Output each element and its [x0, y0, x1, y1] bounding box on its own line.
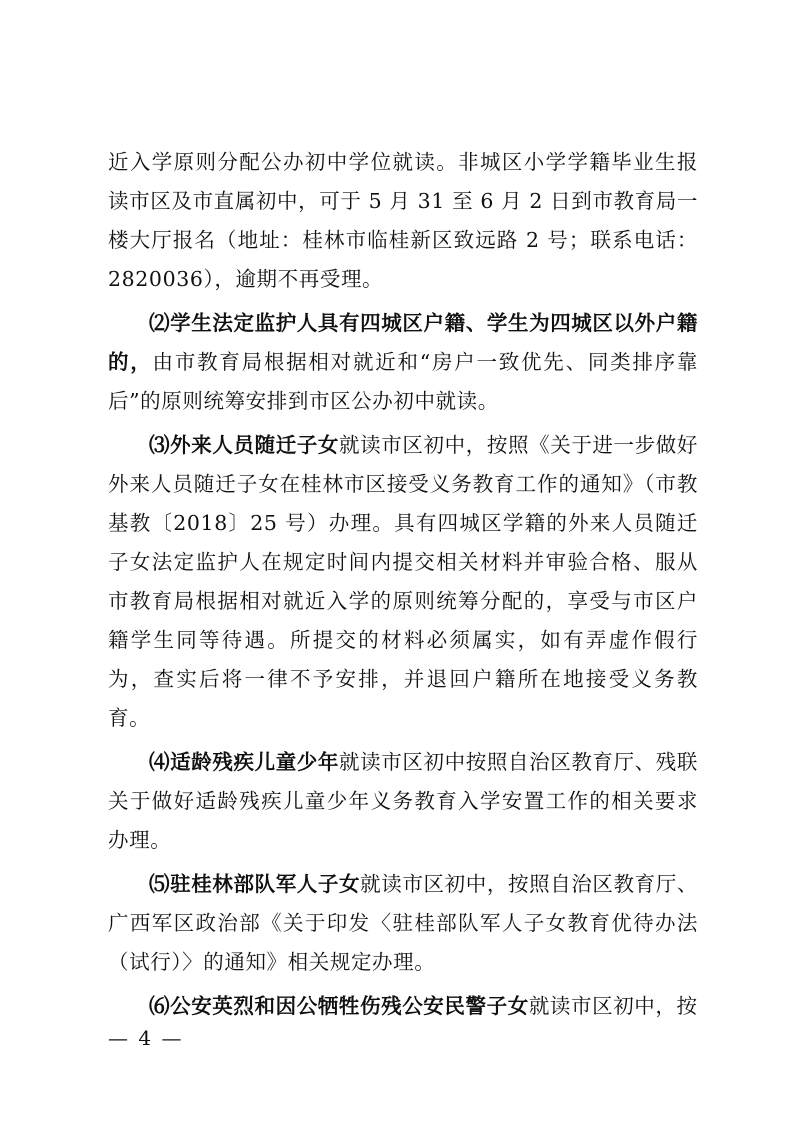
paragraph-5-text: 就读市区初中，按照自治区教育厅、广西军区政治部《关于印发〈驻桂部队军人子女教育优待办法（试行）〉的通知》相关规定办理。: [108, 872, 698, 974]
page-number: — 4 —: [108, 1026, 184, 1050]
paragraph-2-bold: ⑵学生法定监护人具有四城区户籍、学生为四城区以外户籍的，: [108, 311, 698, 374]
paragraph-5: [108, 865, 698, 982]
document-body: [108, 143, 698, 1031]
paragraph-4-text: 就读市区初中按照自治区教育厅、残联关于做好适龄残疾儿童少年义务教育入学安置工作的相关要求办理。: [108, 750, 698, 852]
paragraph-1-text: 近入学原则分配公办初中学位就读。非城区小学学籍毕业生报读市区及市直属初中，可于 5 月 31 至 6 月 2 日到市教育局一楼大厅报名（地址：桂林市临桂新区致远路 2 号；联系电话：2820036），逾期不再受理。: [108, 150, 698, 291]
paragraph-3-text: 就读市区初中，按照《关于进一步做好外来人员随迁子女在桂林市区接受义务教育工作的通知》（市教基教〔2018〕25 号）办理。具有四城区学籍的外来人员随迁子女法定监护人在规定时间内提交相关材料并审验合格、服从市教育局根据相对就近入学的原则统筹分配的，享受与市区户籍学生同等待遇。所提交的材料必须属实，如有弄虚作假行为，查实后将一律不予安排，并退回户籍所在地接受义务教育。: [108, 433, 698, 730]
paragraph-4-bold: ⑷适龄残疾儿童少年: [149, 750, 340, 774]
paragraph-4: [108, 743, 698, 860]
paragraph-6: [108, 987, 698, 1026]
paragraph-3: [108, 426, 698, 738]
paragraph-3-bold: ⑶外来人员随迁子女: [149, 433, 340, 457]
paragraph-2-text: 由市教育局根据相对就近和“房户一致优先、同类排序靠后”的原则统筹安排到市区公办初中就读。: [108, 350, 699, 413]
paragraph-1: [108, 143, 698, 299]
paragraph-2: [108, 304, 698, 421]
paragraph-6-bold: ⑹公安英烈和因公牺牲伤残公安民警子女: [149, 994, 529, 1018]
paragraph-6-text: 就读市区初中，按: [528, 994, 698, 1018]
paragraph-5-bold: ⑸驻桂林部队军人子女: [149, 872, 361, 896]
